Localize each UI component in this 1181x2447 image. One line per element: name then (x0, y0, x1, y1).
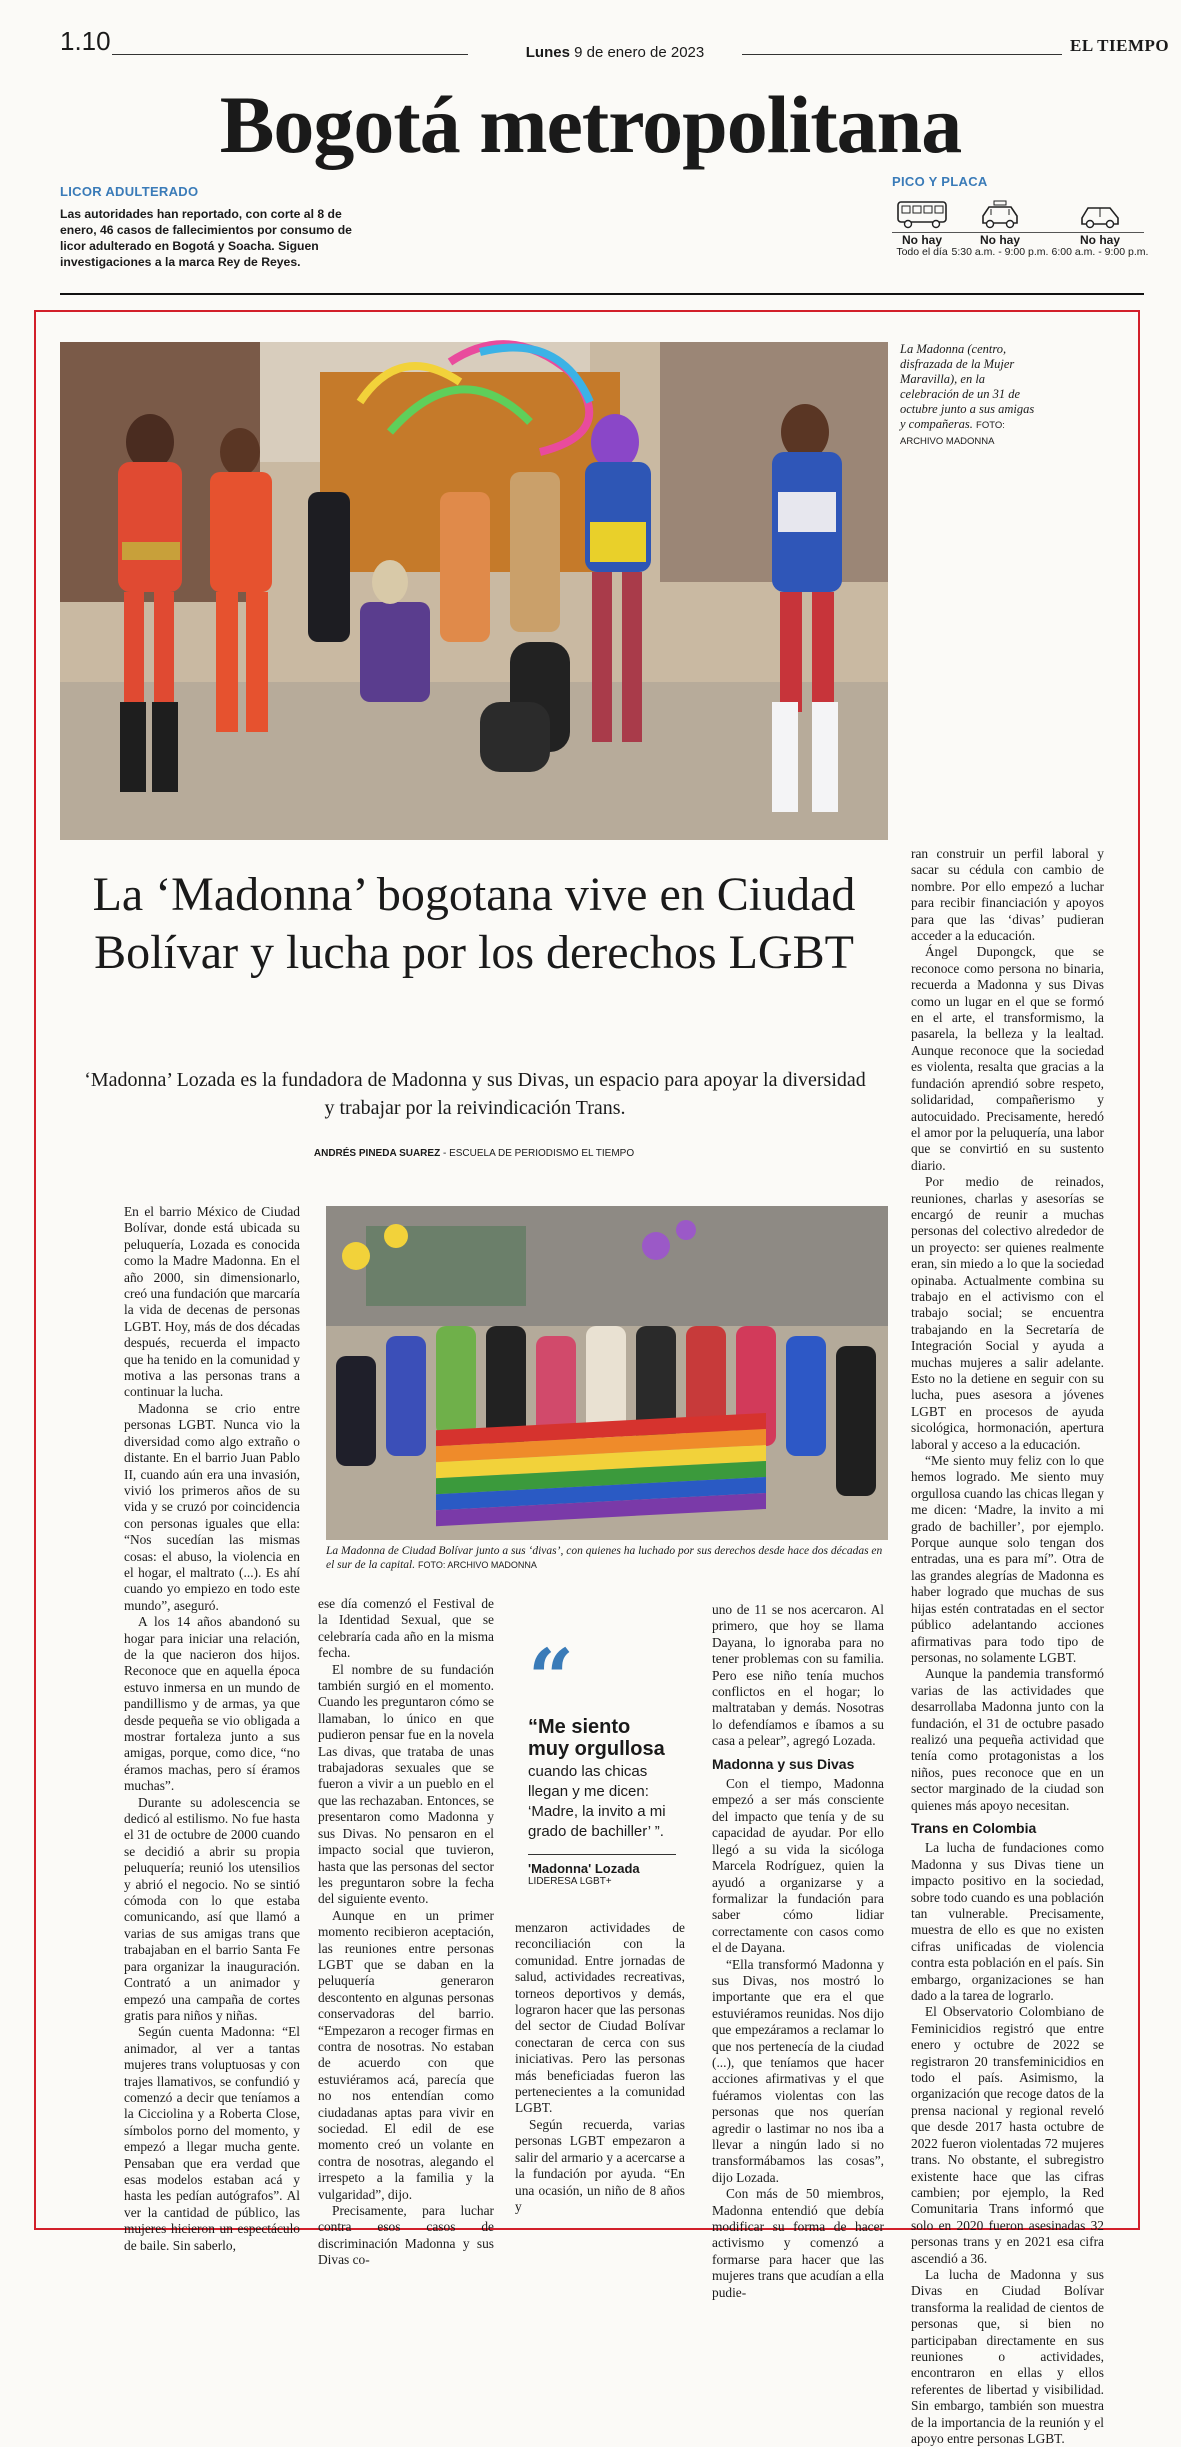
paragraph: Aunque la pandemia transformó varias de las actividades que desarrollaba Madonna junto con la fundación, el 31 de octubre pasado realizó una pequeña actividad que tenía como protagonistas a los niños, pues reconoce que en un sector marginado de la ciudad son quienes más apoyo necesitan. (911, 1666, 1104, 1813)
brief-text: Las autoridades han reportado, con corte al 8 de enero, 46 casos de fallecimientos por consumo de licor adulterado en Bogotá y Soacha. Siguen investigaciones a la marca Rey de Reyes. (60, 207, 352, 269)
brand-logo: EL TIEMPO (1070, 36, 1170, 55)
pico-time: 6:00 a.m. - 9:00 p.m. (1051, 246, 1149, 258)
pico-status: No hay (979, 233, 1020, 247)
quote-text: cuando las chicas llegan y me dicen: ‘Madre, la invito a mi grado de bachiller’ ”. (528, 1763, 666, 1840)
pico-time: 5:30 a.m. - 9:00 p.m. (951, 246, 1049, 258)
byline (60, 1148, 888, 1159)
caption-text: La Madonna (centro, disfrazada de la Mujer Maravilla), en la celebración de un 31 de octubre junto a sus amigas y compañeras. (900, 342, 1035, 431)
paragraph: Aunque en un primer momento recibieron aceptación, las reuniones entre personas LGBT que se daban en la peluquería generaron descontento en algunas personas conservadoras del barrio. “Empezaron a recoger firmas en contra de nosotras. No estaban de acuerdo con que estuviéramos acá, parecía que no nos entendían como ciudadanas aptas para vivir en sociedad. El edil de ese momento creó un volante en contra de nosotras, alegando el irrespeto a la familia y la vulgaridad”, dijo. (318, 1907, 494, 2202)
paragraph: En el barrio México de Ciudad Bolívar, donde está ubicada su peluquería, Lozada es conocida como la Madre Madonna. En el año 2000, sin dimensionarlo, creó una fundación que marcaría la vida de decenas de personas LGBT. Hoy, más de dos décadas después, recuerda el impacto que ha tenido en la comunidad y motiva a las personas trans a continuar la lucha. (124, 1204, 300, 1400)
article-column-2b (515, 1920, 685, 2214)
paragraph: El Observatorio Colombiano de Feminicidios registró que entre enero y octubre de 2022 se registraron 20 transfeminicidios en todo el país. Asimismo, la organización que recoge datos de la prensa nacional y regional reveló que desde 2017 hasta octubre de 2022 fueron violentadas 72 mujeres trans. No obstante, el subregistro existente hace que las cifras cambien; por ejemplo, la Red Comunitaria Trans informó que solo en 2020 fueron asesinadas 32 personas trans y en 2021 esa cifra ascendió a 36. (911, 2004, 1104, 2266)
bus-icon (894, 198, 950, 230)
main-photo-caption (900, 342, 1040, 449)
paragraph: El nombre de su fundación también surgió en el momento. Cuando les preguntaron cómo se llamaban, lo único en que pudieron pensar fue en la novela Las divas, que trataba de unas trabajadoras sexuales que se fueron a vivir a un pueblo en el que las rechazaban. Entonces, se presentaron como Madonna y sus Divas. No pensaron en el impacto social que tuvieron, hasta que las personas del sector les preguntaron sobre la fecha del siguiente evento. (318, 1661, 494, 1907)
header-rule-left (112, 54, 468, 55)
byline-name: ANDRÉS PINEDA SUAREZ (313, 1148, 441, 1159)
paragraph: Con más de 50 miembros, Madonna entendió que debía modificar su forma de hacer activismo y comenzó a formarse para hacer que las mujeres trans que acudían a ella pudie- (712, 2186, 884, 2300)
car-icon (1077, 198, 1123, 230)
paragraph: ran construir un perfil laboral y sacar su cédula con cambio de nombre. Por ello empezó a luchar para recibir financiación y apoyos para que las ‘divas’ pudieran acceder a la educación. (911, 846, 1104, 944)
second-photo (326, 1206, 888, 1540)
pico-status: No hay (1079, 233, 1120, 247)
paragraph: Durante su adolescencia se dedicó al estilismo. No fue hasta el 31 de octubre de 2000 cuando se decidió a abrir su propia peluquería; reunió los utensilios y abrió el negocio. No se sintió cómoda con lo que estaba comunicando, así que llamó a varias de sus amigas trans que trabajaban en el barrio Santa Fe para organizar la inauguración. Contrató a un animador y empezó una campaña de cortes gratis para niños y niñas. (124, 1794, 300, 2023)
paragraph: uno de 11 se nos acercaron. Al primero, que hoy se llama Dayana, lo ignoraba para no tener problemas con su familia. Pero ese niño tenía muchos conflictos en el hogar; lo maltrataban y demás. Nosotras lo defendíamos e íbamos a su casa a pelear”, agregó Lozada. (712, 1602, 884, 1749)
paragraph: “Ella transformó Madonna y sus Divas, nos mostró lo importante que era el que estuviéramos reunidas. Nos dijo que empezáramos a reclamar lo que nos pertenecía de la ciudad (...), que teníamos que hacer acciones afirmativas y el que fuéramos violentas con las personas que nos querían agredir o lastimar no nos iba a llevar a ningún lado si no transformábamos las cosas”, dijo Lozada. (712, 1956, 884, 2185)
paragraph: Por medio de reinados, reuniones, charlas y asesorías se encargó de reunir a muchas personas del colectivo alrededor de un proyecto: ser quienes realmente eran, sin miedo a lo que la sociedad opinaba. Actualmente combina su trabajo en el activismo con el trabajo social; se encuentra trabajando en la Secretaría de Integración Social y ayuda a muchas mujeres a salir adelante. Esto no la detiene en seguir con su lucha, pues asesora a jóvenes LGBT en procesos de ayuda sicológica, hormonación, apertura laboral y acceso a la educación. (911, 1174, 1104, 1452)
section-title: Bogotá metropolitana (219, 79, 962, 170)
date-day: Lunes (525, 44, 570, 61)
article-headline: La ‘Madonna’ bogotana vive en Ciudad Bolívar y lucha por los derechos LGBT (92, 868, 856, 979)
brief-title: LICOR ADULTERADO (60, 184, 199, 199)
paragraph: A los 14 años abandonó su hogar para iniciar una relación, de la que nacieron dos hijos. Reconoce que en aquella época estuvo inmersa en un mundo de pandillismo y de armas, ya que desde pequeña se vio obligada a mostrar fortaleza junto a sus amigas, porque, como dice, “no éramos machas, pero sí éramos muchas”. (124, 1614, 300, 1794)
pico-placa-title: PICO Y PLACA (892, 174, 988, 189)
article-column-2 (318, 1596, 494, 2268)
article-column-4 (911, 846, 1104, 2446)
pico-time: Todo el día (896, 246, 948, 258)
article-column-1 (124, 1204, 300, 2253)
paragraph: Ángel Dupongck, que se reconoce como persona no binaria, recuerda a Madonna y sus Divas como un lugar en el que se formó en el arte, el transformismo, la pasarela, la belleza y la lealtad. Aunque reconoce que la sociedad es violenta, resalta que gracias a la fundación aprendió sobre respeto, solidaridad, compañerismo y autocuidado. Precisamente, heredó el amor por la peluquería, una labor que se convirtió en su sustento diario. (911, 944, 1104, 1173)
pull-quote (528, 1631, 676, 1887)
paragraph: Con el tiempo, Madonna empezó a ser más consciente del impacto que tenía y de su capacidad de ayudar. Por ello llegó a su vida la sicóloga Marcela Rodríguez, quien la ayudó a organizarse y a formalizar la fundación para saber cómo lidiar correctamente con casos como el de Dayana. (712, 1776, 884, 1956)
subhead: Trans en Colombia (911, 1819, 1037, 1836)
byline-affiliation: - ESCUELA DE PERIODISMO EL TIEMPO (440, 1148, 635, 1159)
date-rest: 9 de enero de 2023 (569, 44, 705, 61)
date-line (500, 44, 730, 61)
paragraph: La lucha de fundaciones como Madonna y sus Divas tiene un impacto positivo en la sociedad, sobre todo cuando es una población tan vulnerable. Precisamente, muestra de ello es que no existen cifras unificadas de violencia contra esta población en el país. Sin embargo, organizaciones se han dado a la tarea de lograrlo. (911, 1840, 1104, 2004)
quote-author-role: LIDERESA LGBT+ (528, 1876, 612, 1887)
quote-mark-icon: “ (528, 1631, 575, 1725)
subhead: Madonna y sus Divas (712, 1755, 855, 1772)
quote-lead: “Me siento muy orgullosa (528, 1716, 665, 1760)
paragraph: “Me siento muy feliz con lo que hemos logrado. Me siento muy orgullosa cuando las chicas llegan y me dicen: ‘Madre, la invito a mi grado de bachiller’, por ejemplo. Porque aunque solo tengan dos entradas, una es para mí”. Otra de las grandes alegrías de Madonna es haber logrado que muchas de sus hijas estén contratadas en el sector público adelantando acciones afirmativas para todo tipo de personas, no solamente LGBT. (911, 1453, 1104, 1665)
article-lede: ‘Madonna’ Lozada es la fundadora de Madonna y sus Divas, un espacio para apoyar la diversidad y trabajar por la reivindicación Trans. (84, 1069, 866, 1119)
taxi-icon (977, 198, 1023, 230)
page-number: 1.10 (60, 26, 111, 56)
caption-credit: FOTO: ARCHIVO MADONNA (900, 420, 1005, 447)
pico-item-taxi (950, 198, 1050, 258)
article-column-3 (712, 1602, 884, 2300)
caption-credit: FOTO: ARCHIVO MADONNA (418, 1560, 537, 1570)
paragraph: menzaron actividades de reconciliación con la comunidad. Entre jornadas de salud, actividades recreativas, torneos deportivos y demás, lograron hacer que las personas del sector de Ciudad Bolívar conectaran de cerca con sus iniciativas. Pero las personas más beneficiadas fueron las pertenecientes a la comunidad LGBT. (515, 1920, 685, 2116)
main-photo (60, 342, 888, 840)
header-rule-right (742, 54, 1062, 55)
quote-author: 'Madonna' Lozada (528, 1861, 640, 1876)
paragraph: ese día comenzó el Festival de la Identidad Sexual, que se celebraría cada año en la misma fecha. (318, 1596, 494, 1661)
main-photo-illustration (60, 342, 888, 840)
paragraph: Según cuenta Madonna: “El animador, al ver a tantas mujeres trans voluptuosas y con trajes llamativos, se confundió y comenzó a decir que teníamos a la Cicciolina y a Roberta Close, símbolos porno del momento, y empezó a llegar mucha gente. Pensaban que era verdad que esas modelos estaban acá y hasta les pedían autógrafos”. Al ver la cantidad de público, las mujeres hicieron un espectáculo de baile. Sin saberlo, (124, 2024, 300, 2253)
pico-divider (892, 232, 1144, 233)
pico-status: No hay (901, 233, 942, 247)
paragraph: Precisamente, para luchar contra esos casos de discriminación Madonna y sus Divas co- (318, 2203, 494, 2268)
quote-divider (528, 1854, 676, 1855)
paragraph: Según recuerda, varias personas LGBT empezaron a salir del armario y a acercarse a la fundación por ayuda. “En una ocasión, un niño de 8 años y (515, 2116, 685, 2214)
paragraph: Madonna se crio entre personas LGBT. Nunca vio la diversidad como algo extraño o distante. En el barrio Juan Pablo II, cuando aún era una invasión, vivió los primeros años de su vida y se cruzó por coincidencia con personas iguales que ella: “Nos sucedían las mismas cosas: el abuso, la violencia en el hogar, el maltrato (...). Es ahí cuando yo empiezo en todo este mundo”, aseguró. (124, 1400, 300, 1613)
second-photo-caption (326, 1544, 888, 1572)
header-divider (60, 293, 1144, 295)
second-photo-illustration (326, 1206, 888, 1540)
caption-text: La Madonna de Ciudad Bolívar junto a sus ‘divas’, con quienes ha luchado por sus derechos desde hace dos décadas en el sur de la capital. (326, 1545, 883, 1571)
paragraph: La lucha de Madonna y sus Divas en Ciudad Bolívar transforma la realidad de cientos de personas que, si bien no participaban directamente en sus reuniones o actividades, encontraron en ellas y ellos referentes de libertad y visibilidad. Sin embargo, también son muestra de la importancia de la reunión y el apoyo entre personas LGBT. (911, 2266, 1104, 2446)
pico-item-car (1050, 198, 1150, 258)
